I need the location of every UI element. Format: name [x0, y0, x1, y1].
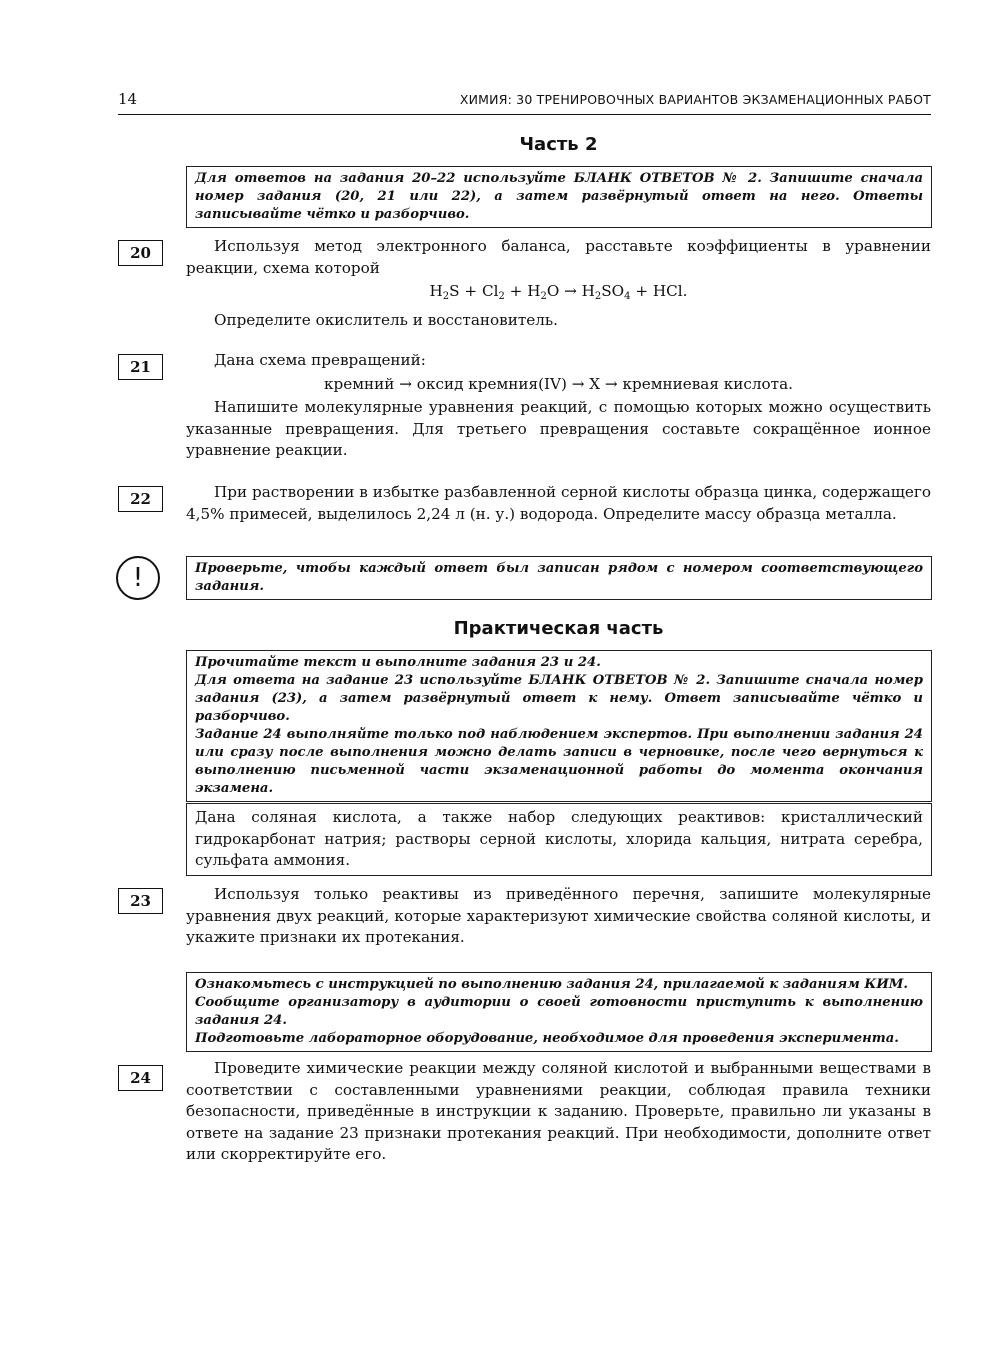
- warning-text: Проверьте, чтобы каждый ответ был записан рядом с номером соответствующего задания.: [195, 561, 923, 594]
- task-22: [186, 482, 931, 525]
- practical-instruction-line3: Задание 24 выполняйте только под наблюдением экспертов. При выполнении задания 24 или сразу после выполнения можно делать записи в черновике, после чего вернуться к выполнению письменной части экзаменационной работы до момента окончания экзамена.: [195, 727, 923, 796]
- task-20-text2: Определите окислитель и восстановитель.: [214, 310, 558, 329]
- warning-notice: [186, 556, 932, 600]
- practical-instruction: [186, 650, 932, 802]
- part2-instruction: [186, 166, 932, 228]
- task-23-text: Используя только реактивы из приведённого перечня, запишите молекулярные уравнения двух реакций, которые характеризуют химические свойства соляной кислоты, и укажите признаки их протекания.: [186, 885, 931, 946]
- part2-title: Часть 2: [519, 134, 598, 155]
- task-24-notice-line1: Ознакомьтесь с инструкцией по выполнению задания 24, прилагаемой к заданиям КИМ.: [195, 977, 908, 992]
- practical-given-text: Дана соляная кислота, а также набор следующих реактивов: кристаллический гидрокарбонат натрия; растворы серной кислоты, хлорида кальция, нитрата серебра, сульфата аммония.: [195, 808, 923, 869]
- task-24: [186, 1058, 931, 1166]
- task-21: [186, 350, 931, 462]
- practical-given: [186, 803, 932, 876]
- task-24-notice-line3: Подготовьте лабораторное оборудование, необходимое для проведения эксперимента.: [195, 1031, 899, 1046]
- task-23: [186, 884, 931, 949]
- practical-title: Практическая часть: [453, 618, 664, 639]
- task-24-notice-line2: Сообщите организатору в аудитории о своей готовности приступить к выполнению задания 24.: [195, 995, 923, 1028]
- page-number: 14: [118, 90, 138, 108]
- page-header: [118, 88, 931, 115]
- task-24-text: Проведите химические реакции между соляной кислотой и выбранными веществами в соответствии с составленными уравнениями реакции, соблюдая правила техники безопасности, приведённые в инструкции к заданию. Проверьте, правильно ли указаны в ответе на задание 23 признаки протекания реакций. При необходимости, дополните ответ или скорректируйте его.: [186, 1059, 931, 1163]
- task-22-text: При растворении в избытке разбавленной серной кислоты образца цинка, содержащего 4,5% примесей, выделилось 2,24 л (н. у.) водорода. Определите массу образца металла.: [186, 483, 931, 523]
- practical-instruction-line1: Прочитайте текст и выполните задания 23 и 24.: [195, 655, 601, 670]
- task-21-number: 21: [118, 354, 163, 380]
- task-23-number: 23: [118, 888, 163, 914]
- running-title: ХИМИЯ: 30 ТРЕНИРОВОЧНЫХ ВАРИАНТОВ ЭКЗАМЕНАЦИОННЫХ РАБОТ: [459, 92, 931, 107]
- task-20-formula: $H_2S + Cl_2 + H_2O \to H_2SO_4$ + HCl.: [429, 282, 688, 302]
- task-24-number: 24: [118, 1065, 163, 1091]
- practical-instruction-line2: Для ответа на задание 23 используйте БЛАНК ОТВЕТОВ № 2. Запишите сначала номер задания (23), а затем развёрнутый ответ к нему. Ответ записывайте чётко и разборчиво.: [195, 673, 923, 724]
- task-20: [186, 236, 931, 331]
- task-21-scheme: кремний → оксид кремния(IV) → X → кремниевая кислота.: [324, 374, 793, 393]
- part2-instruction-text: Для ответов на задания 20–22 используйте БЛАНК ОТВЕТОВ № 2. Запишите сначала номер задания (20, 21 или 22), а затем развёрнутый ответ на него. Ответы записывайте чётко и разборчиво.: [195, 171, 923, 222]
- task-24-notice: [186, 972, 932, 1052]
- task-21-text: Дана схема превращений:: [214, 351, 426, 369]
- warning-icon: !: [116, 556, 160, 600]
- task-20-number: 20: [118, 240, 163, 266]
- task-21-text2: Напишите молекулярные уравнения реакций, с помощью которых можно осуществить указанные превращения. Для третьего превращения составьте сокращённое ионное уравнение реакции.: [186, 398, 931, 459]
- task-22-number: 22: [118, 486, 163, 512]
- task-20-text: Используя метод электронного баланса, расставьте коэффициенты в уравнении реакции, схема которой: [186, 237, 931, 277]
